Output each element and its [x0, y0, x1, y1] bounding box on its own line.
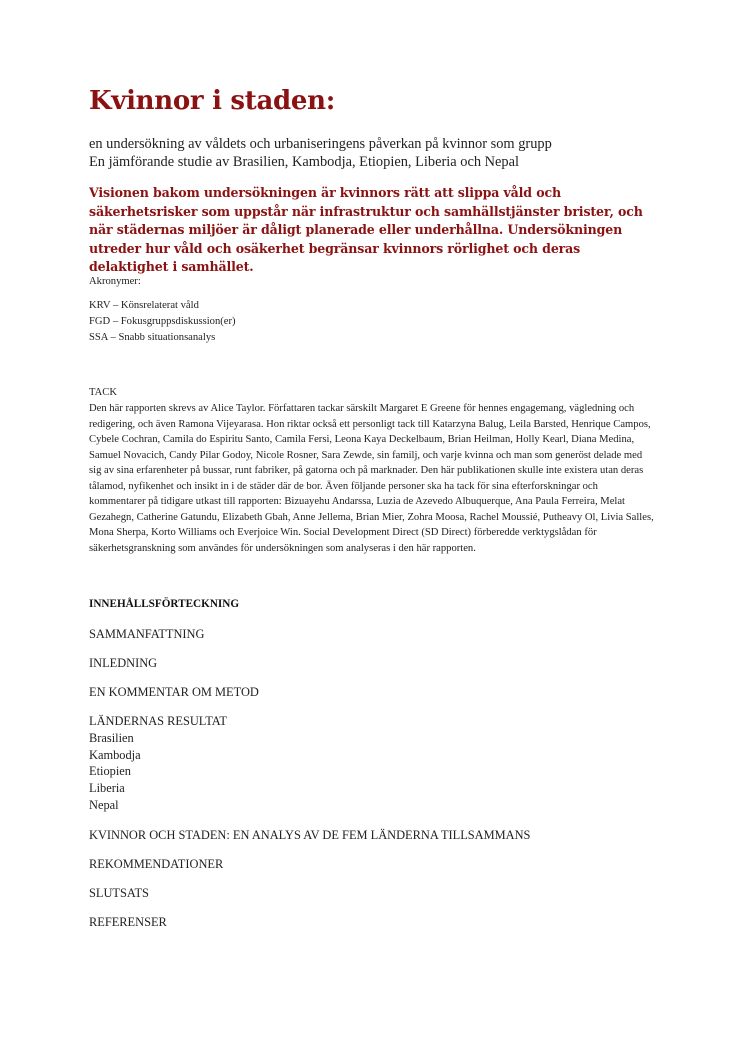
toc-entry-country[interactable]: Brasilien: [89, 730, 134, 745]
toc-entry-analysis[interactable]: KVINNOR OCH STADEN: EN ANALYS AV DE FEM LÄNDERNA TILLSAMMANS: [89, 828, 531, 842]
acronym-item: FGD – Fokusgruppsdiskussion(er): [89, 316, 236, 327]
toc-entry-results-title[interactable]: LÄNDERNAS RESULTAT: [89, 714, 227, 728]
acknowledgements-heading: TACK: [89, 387, 117, 398]
toc-entry-summary[interactable]: SAMMANFATTNING: [89, 627, 205, 641]
subtitle-line-1: en undersökning av våldets och urbaniseringens påverkan på kvinnor som grupp: [89, 136, 552, 152]
toc-entry-country[interactable]: Kambodja: [89, 747, 141, 762]
toc-entry-country[interactable]: Liberia: [89, 781, 125, 796]
acronyms-heading: Akronymer:: [89, 276, 141, 287]
toc-heading: INNEHÅLLSFÖRTECKNING: [89, 598, 240, 610]
toc-entry-country[interactable]: Nepal: [89, 797, 119, 812]
toc-entry-conclusion[interactable]: SLUTSATS: [89, 886, 149, 900]
toc-entry-intro[interactable]: INLEDNING: [89, 656, 158, 670]
acknowledgements-body: Den här rapporten skrevs av Alice Taylor. Författaren tackar särskilt Margaret E Greene för hennes engagemang, vägledning och redigering, och även Ramona Vijeyarasa. Hon riktar också ett personligt tack till Katarzyna Balug, Leila Barsted, Henrique Campos, Cybele Cochran, Camila do Espiritu Santo, Camila Fersi, Leona Kaya Deckelbaum, Brian Heilman, Holly Kearl, Diana Medina, Samuel Novacich, Candy Pilar Godoy, Nicole Rosner, Sara Zewde, sin familj, och varje kvinna och man som generöst delade med sig av sina erfarenheter på bussar, runt fabriker, på gatorna och på marknader. Den här publikationen skulle inte existera utan deras tålamod, nyfikenhet och insikt in i de städer där de bor. Även följande personer ska ha tack för sina efterforskningar och kommentarer på tidigare utkast till rapporten: Bizuayehu Andarssa, Luzia de Azevedo Albuquerque, Ana Paula Ferreira, Melat Gezahegn, Catherine Gatundu, Elizabeth Gbah, Anne Jellema, Brian Mier, Zohra Moosa, Rachel Moussié, Putheavy Ol, Livia Salles, Mona Sherpa, Korto Williams och Everjoice Win. Social Development Direct (SD Direct) förberedde verktygslådan för säkerhetsgranskning som användes för undersökningen som analyseras i den här rapporten.: [89, 403, 654, 554]
toc-entry-results: [89, 713, 227, 814]
acronym-item: SSA – Snabb situationsanalys: [89, 332, 216, 343]
vision-statement: Visionen bakom undersökningen är kvinnors rätt att slippa våld och säkerhetsrisker som uppstår när infrastruktur och samhällstjänster brister, och när städernas miljöer är dåligt planerade eller underhållna. Undersökningen utreder hur våld och osäkerhet begränsar kvinnors rörlighet och deras delaktighet i samhället.: [89, 185, 643, 275]
acronym-item: KRV – Könsrelaterat våld: [89, 300, 199, 311]
toc-entry-method[interactable]: EN KOMMENTAR OM METOD: [89, 685, 259, 699]
subtitle-line-2: En jämförande studie av Brasilien, Kambodja, Etiopien, Liberia och Nepal: [89, 154, 519, 170]
toc-entry-recommendations[interactable]: REKOMMENDATIONER: [89, 857, 224, 871]
toc-entry-country[interactable]: Etiopien: [89, 764, 131, 779]
document-title: Kvinnor i staden:: [89, 86, 336, 116]
toc-entry-references[interactable]: REFERENSER: [89, 915, 167, 929]
